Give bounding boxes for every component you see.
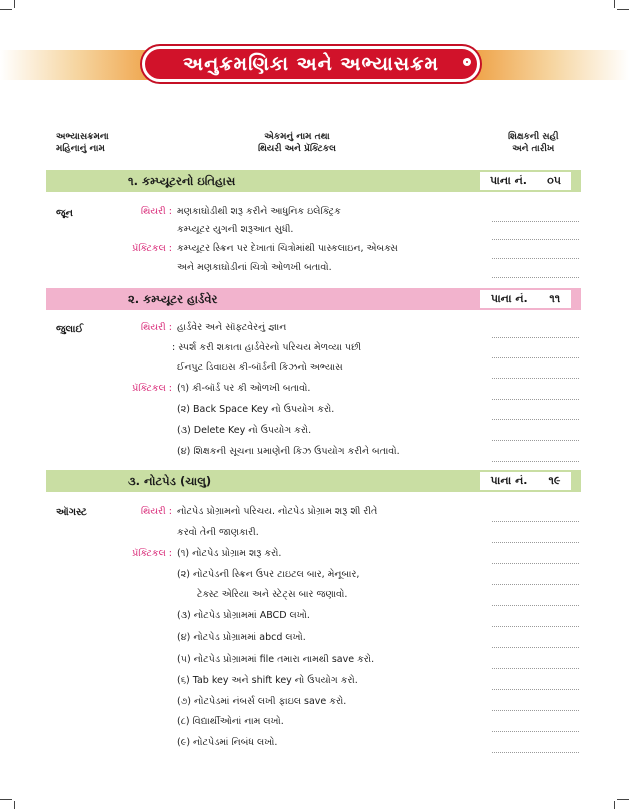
page-number: ૦૫ bbox=[547, 174, 561, 187]
signature-line bbox=[492, 752, 579, 753]
practical-line: (૬) Tab key અને shift key નો ઉપયોગ કરો. bbox=[177, 675, 358, 686]
signature-line bbox=[492, 337, 579, 338]
page-number: ૧૯ bbox=[548, 474, 561, 487]
header-month bbox=[56, 131, 109, 155]
practical-line: (૫) નોટપેડ પ્રોગ્રામમાં file તમારા નામથી save કરો. bbox=[177, 654, 375, 665]
right-ring-ornament bbox=[460, 55, 474, 69]
page-prefix: પાના નં. bbox=[490, 174, 527, 187]
header-unit-line1: એકમનું નામ તથા bbox=[264, 132, 330, 142]
signature-line bbox=[492, 689, 579, 690]
practical-label: પ્રૅક્ટિકલ : bbox=[132, 383, 172, 394]
signature-line bbox=[492, 647, 579, 648]
header-unit bbox=[258, 131, 336, 155]
unit-title: ૧. કમ્પ્યૂટરનો ઇતિહાસ bbox=[128, 174, 236, 188]
practical-line: અને મણકાઘોડીનાં ચિત્રો ઓળખી બતાવો. bbox=[177, 262, 332, 273]
header-month-line1: અભ્યાસક્રમના bbox=[56, 132, 109, 142]
page-number: ૧૧ bbox=[549, 292, 561, 305]
practical-line: (૮) વિદ્યાર્થીઓનાં નામ લખો. bbox=[177, 716, 284, 727]
unit-bar bbox=[46, 470, 581, 492]
signature-line bbox=[492, 710, 579, 711]
practical-line: (૯) નોટપેડમાં નિબંધ લખો. bbox=[177, 737, 278, 748]
header-unit-line2: થિયરી અને પ્રૅક્ટિકલ bbox=[258, 144, 336, 154]
theory-line: ઈનપુટ ડિવાઇસ કી-બૉર્ડની કિઝનો અભ્યાસ bbox=[177, 362, 343, 373]
practical-line: (૧) નોટપેડ પ્રોગ્રામ શરૂ કરો. bbox=[177, 548, 282, 559]
theory-line: હાર્ડવેર અને સૉફ્ટવેરનું જ્ઞાન bbox=[177, 322, 287, 333]
signature-line bbox=[492, 584, 579, 585]
practical-line: ટેક્સ્ટ એરિયા અને સ્ટેટ્સ બાર જણાવો. bbox=[197, 589, 348, 600]
practical-line: (૨) Back Space Key નો ઉપયોગ કરો. bbox=[177, 404, 335, 415]
signature-line bbox=[492, 357, 579, 358]
signature-line bbox=[492, 731, 579, 732]
month-name: જુલાઈ bbox=[56, 324, 84, 335]
crop-mark bbox=[614, 0, 615, 8]
signature-line bbox=[492, 239, 579, 240]
crop-mark bbox=[14, 801, 15, 809]
crop-mark bbox=[0, 9, 12, 10]
signature-line bbox=[492, 440, 579, 441]
header-month-line2: મહિનાનું નામ bbox=[56, 144, 105, 154]
practical-label: પ્રૅક્ટિકલ : bbox=[132, 243, 172, 254]
practical-line: (૩) નોટપેડ પ્રોગ્રામમાં ABCD લખો. bbox=[177, 610, 310, 621]
signature-line bbox=[492, 542, 579, 543]
practical-line: કમ્પ્યૂટર સ્ક્રિન પર દેખાતાં ચિત્રોમાંથી પાસ્કલાઇન, એબક્સ bbox=[177, 243, 398, 254]
theory-line: મણકાઘોડીથી શરૂ કરીને આધુનિક ઇલેક્ટ્રિક bbox=[177, 206, 341, 217]
practical-label: પ્રૅક્ટિકલ : bbox=[132, 548, 172, 559]
page-title-text: અનુક્રમણિકા અને અભ્યાસક્રમ bbox=[183, 53, 439, 75]
month-name: જૂન bbox=[56, 208, 73, 219]
signature-line bbox=[492, 563, 579, 564]
page-title bbox=[142, 46, 480, 82]
crop-mark bbox=[617, 9, 629, 10]
practical-line: (૨) નોટપેડની સ્ક્રિન ઉપર ટાઇટલ બાર, મેનૂબાર, bbox=[177, 569, 360, 580]
page-number-box bbox=[478, 470, 573, 492]
practical-line: (૪) શિક્ષકની સૂચના પ્રમાણેની કિઝ ઉપયોગ કરીને બતાવો. bbox=[177, 446, 400, 457]
header-signature bbox=[508, 131, 559, 155]
crop-mark bbox=[617, 799, 629, 800]
theory-line: કમ્પ્યૂટર યુગની શરૂઆત સુધી. bbox=[177, 224, 294, 235]
theory-label: થિયરી : bbox=[140, 322, 172, 333]
crop-mark bbox=[14, 0, 15, 8]
page-number-box bbox=[478, 288, 573, 310]
theory-line: : સ્પર્શ કરી શકાતા હાર્ડવેરનો પરિચય મેળવ્યા પછી bbox=[172, 342, 362, 353]
month-name: ઑગસ્ટ bbox=[56, 507, 87, 518]
unit-title: ૩. નોટપેડ (ચાલુ) bbox=[128, 474, 212, 488]
signature-line bbox=[492, 521, 579, 522]
signature-line bbox=[492, 221, 579, 222]
practical-line: (૩) Delete Key નો ઉપયોગ કરો. bbox=[177, 425, 312, 436]
signature-line bbox=[492, 605, 579, 606]
signature-line bbox=[492, 461, 579, 462]
unit-bar bbox=[46, 288, 581, 310]
signature-line bbox=[492, 277, 579, 278]
page-prefix: પાના નં. bbox=[490, 292, 528, 305]
header-signature-line1: શિક્ષકની સહી bbox=[508, 132, 559, 142]
page-number-box bbox=[478, 170, 573, 192]
practical-line: (૭) નોટપેડમાં નંબર્સ લખી ફાઇલ save કરો. bbox=[177, 696, 347, 707]
practical-line: (૪) નોટપેડ પ્રોગ્રામમાં abcd લખો. bbox=[177, 632, 306, 643]
signature-line bbox=[492, 668, 579, 669]
theory-line: કરવો તેની જાણકારી. bbox=[177, 527, 259, 538]
crop-mark bbox=[0, 799, 12, 800]
signature-line bbox=[492, 258, 579, 259]
unit-title: ૨. કમ્પ્યૂટર હાર્ડવેર bbox=[128, 292, 218, 306]
page-prefix: પાના નં. bbox=[490, 474, 528, 487]
signature-line bbox=[492, 378, 579, 379]
theory-label: થિયરી : bbox=[140, 506, 172, 517]
theory-line: નોટપેડ પ્રોગ્રામનો પરિચય. નોટપેડ પ્રોગ્રામ શરૂ શી રીતે bbox=[177, 506, 378, 517]
signature-line bbox=[492, 626, 579, 627]
signature-line bbox=[492, 399, 579, 400]
signature-line bbox=[492, 419, 579, 420]
crop-mark bbox=[614, 801, 615, 809]
practical-line: (૧) કી-બૉર્ડ પર કી ઓળખી બતાવો. bbox=[177, 383, 311, 394]
unit-bar bbox=[46, 170, 581, 192]
header-signature-line2: અને તારીખ bbox=[512, 144, 555, 154]
theory-label: થિયરી : bbox=[140, 206, 172, 217]
